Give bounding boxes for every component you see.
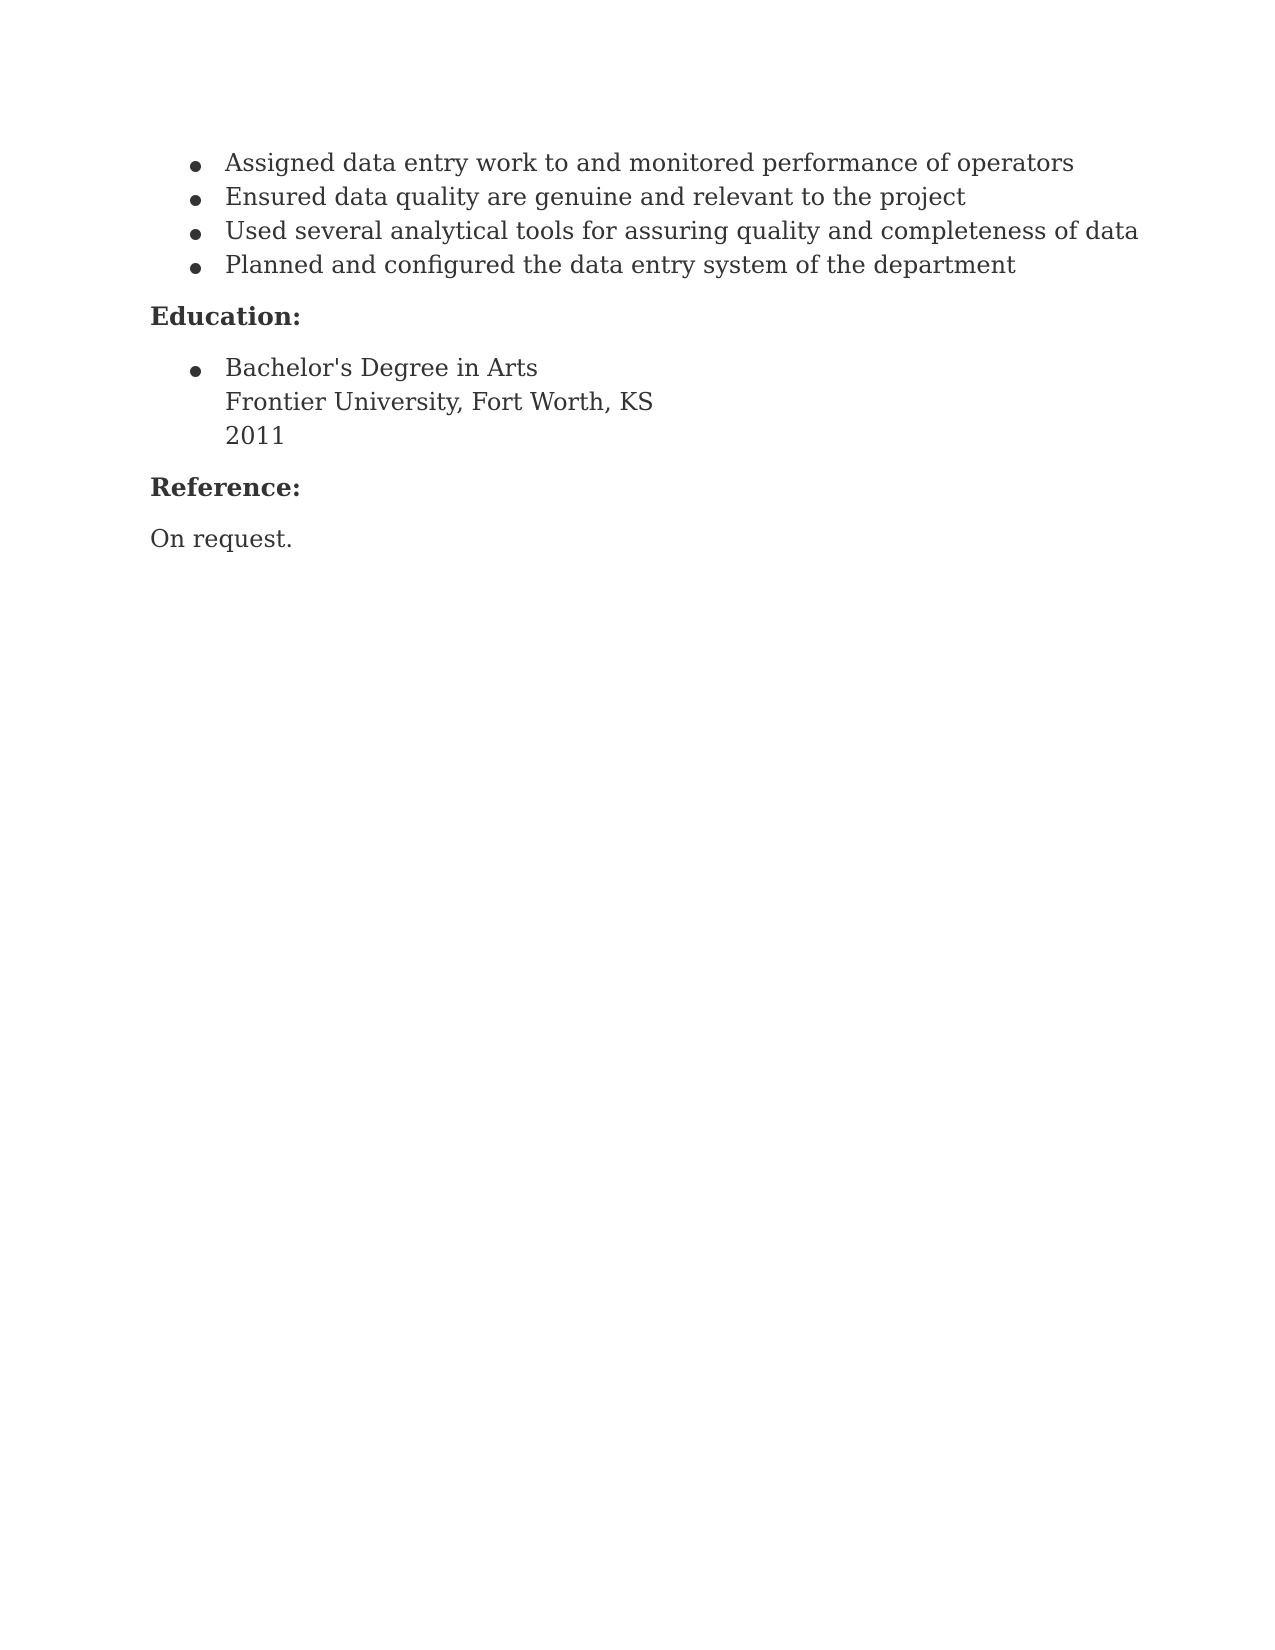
list-item [150,146,1150,180]
bullet-icon [190,161,201,172]
bullet-icon [190,195,201,206]
reference-text: On request. [150,525,294,553]
bullet-icon [190,229,201,240]
bullet-text: Used several analytical tools for assuring quality and completeness of data [225,217,1139,245]
document-page [150,146,1150,556]
bullet-text: Planned and configured the data entry system of the department [225,251,1016,279]
experience-bullet-list [150,146,1150,282]
education-degree: Bachelor's Degree in Arts [225,354,539,382]
bullet-icon [190,263,201,274]
list-item [150,180,1150,214]
list-item [150,214,1150,248]
education-bullet-list [150,351,1150,453]
reference-heading: Reference: [150,473,301,502]
bullet-text: Ensured data quality are genuine and relevant to the project [225,183,966,211]
list-item [150,248,1150,282]
education-heading: Education: [150,302,302,331]
education-school: Frontier University, Fort Worth, KS [225,388,654,416]
bullet-text: Assigned data entry work to and monitored performance of operators [225,149,1075,177]
list-item [150,351,1150,453]
bullet-icon [190,366,201,377]
education-year: 2011 [225,422,287,450]
